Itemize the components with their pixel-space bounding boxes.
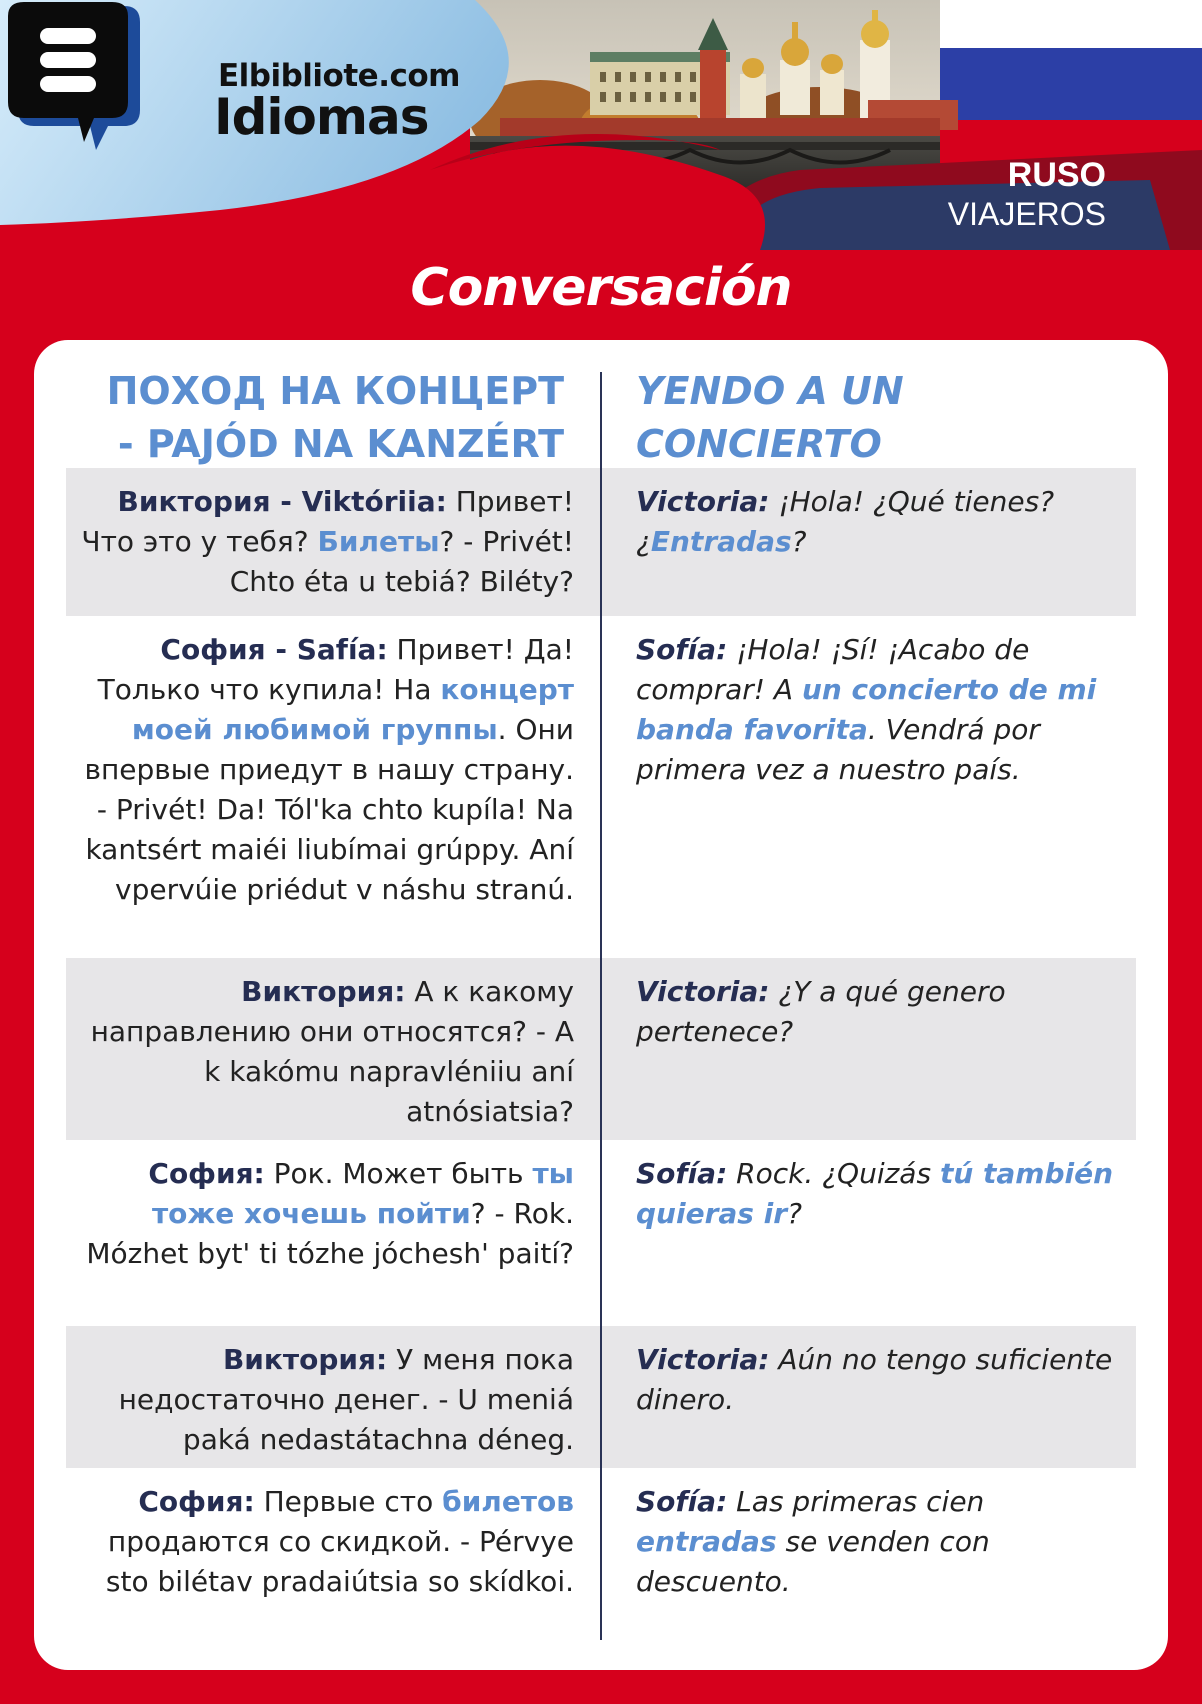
- russian-line: [74, 482, 574, 602]
- language-name: RUSO: [1007, 156, 1106, 194]
- spanish-line: [636, 1154, 1126, 1234]
- line-text: продаются со скидкой. - Pérvye sto bilétav pradaiútsia so skídkoi.: [105, 1525, 574, 1598]
- section-title: Conversación: [410, 258, 792, 318]
- speaker-name: Victoria:: [636, 485, 770, 518]
- highlighted-phrase: ты тоже хочешь пойти: [151, 1157, 574, 1230]
- speaker-name: Victoria:: [636, 975, 770, 1008]
- line-text: . Они впервые приедут в нашу страну. - Privét! Da! Tól'ka chto kupíla! Na kantsért maiéi liubímai grúppy. Aní vpervúie priédut v náshu stranú.: [84, 713, 574, 906]
- highlighted-phrase: entradas: [636, 1525, 777, 1558]
- russian-line: [74, 1340, 574, 1460]
- russian-title-line: ПОХОД НА КОНЦЕРТ: [106, 369, 564, 413]
- line-text: Первые сто: [254, 1485, 443, 1518]
- brand-site: Elbibliote.com: [218, 58, 460, 94]
- language-category: VIAJEROS: [947, 196, 1106, 232]
- speaker-name: Sofía:: [636, 1485, 728, 1518]
- line-text: Rock. ¿Quizás: [727, 1157, 940, 1190]
- speaker-name: Victoria:: [636, 1343, 770, 1376]
- line-text: ?: [787, 1197, 802, 1230]
- line-text: ?: [791, 525, 807, 558]
- highlighted-phrase: tú también quieras ir: [636, 1157, 1114, 1230]
- brand-name: Idiomas: [214, 88, 429, 146]
- language-label: [948, 155, 1106, 233]
- line-text: Aún no tengo suficiente dinero.: [636, 1343, 1113, 1416]
- line-text: Рок. Может быть: [264, 1157, 533, 1190]
- line-text: ? - Rok. Mózhet byt' ti tózhe jóchesh' paití?: [86, 1197, 574, 1270]
- speaker-name: София:: [148, 1157, 265, 1190]
- russian-line: [74, 630, 574, 910]
- spanish-line: [636, 1340, 1126, 1420]
- line-text: ¿Y a qué genero pertenece?: [636, 975, 1006, 1048]
- line-text: А к какому направлению они относятся? - A k kakómu napravléniiu aní atnósiatsia?: [90, 975, 574, 1128]
- line-text: Привет! Да! Только что купила! На: [97, 633, 574, 706]
- russian-line: [74, 1482, 574, 1602]
- line-text: Las primeras cien: [727, 1485, 985, 1518]
- line-text: ¡Hola! ¡Sí! ¡Acabo de comprar! A: [636, 633, 1030, 706]
- spanish-title-line: YENDO A UN: [636, 369, 904, 413]
- russian-column-title: [74, 365, 564, 471]
- speaker-name: София - Safía:: [160, 633, 388, 666]
- speaker-name: Виктория:: [241, 975, 406, 1008]
- highlighted-phrase: билетов: [442, 1485, 574, 1518]
- header: [0, 0, 1202, 250]
- russian-line: [74, 972, 574, 1132]
- highlighted-phrase: un concierto de mi banda favorita: [636, 673, 1097, 746]
- line-text: У меня пока недостаточно денег. - U meniá paká nedastátachna déneg.: [118, 1343, 574, 1456]
- spanish-line: [636, 630, 1126, 790]
- line-text: ? - Privét! Chto éta u tebiá? Biléty?: [229, 525, 574, 598]
- line-text: ¡Hola! ¿Qué tienes? ¿: [636, 485, 1055, 558]
- highlighted-phrase: Entradas: [650, 525, 792, 558]
- speaker-name: Sofía:: [636, 633, 728, 666]
- line-text: . Vendrá por primera vez a nuestro país.: [636, 713, 1040, 786]
- column-divider: [600, 372, 602, 1640]
- spanish-title-line: CONCIERTO: [636, 422, 882, 466]
- line-text: Привет! Что это у тебя?: [81, 485, 574, 558]
- spanish-column-title: [636, 365, 1126, 471]
- line-text: se venden con descuento.: [636, 1525, 990, 1598]
- spanish-line: [636, 1482, 1126, 1602]
- russian-title-line: - PAJÓD NA KANZÉRT: [117, 422, 564, 466]
- speaker-name: София:: [138, 1485, 255, 1518]
- speaker-name: Виктория - Viktóriia:: [117, 485, 447, 518]
- spanish-line: [636, 972, 1126, 1052]
- highlighted-phrase: Билеты: [317, 525, 440, 558]
- spanish-line: [636, 482, 1126, 562]
- chat-bubble-logo-icon: [0, 0, 150, 150]
- speaker-name: Sofía:: [636, 1157, 728, 1190]
- speaker-name: Виктория:: [222, 1343, 388, 1376]
- highlighted-phrase: концерт моей любимой группы: [131, 673, 574, 746]
- russian-line: [74, 1154, 574, 1274]
